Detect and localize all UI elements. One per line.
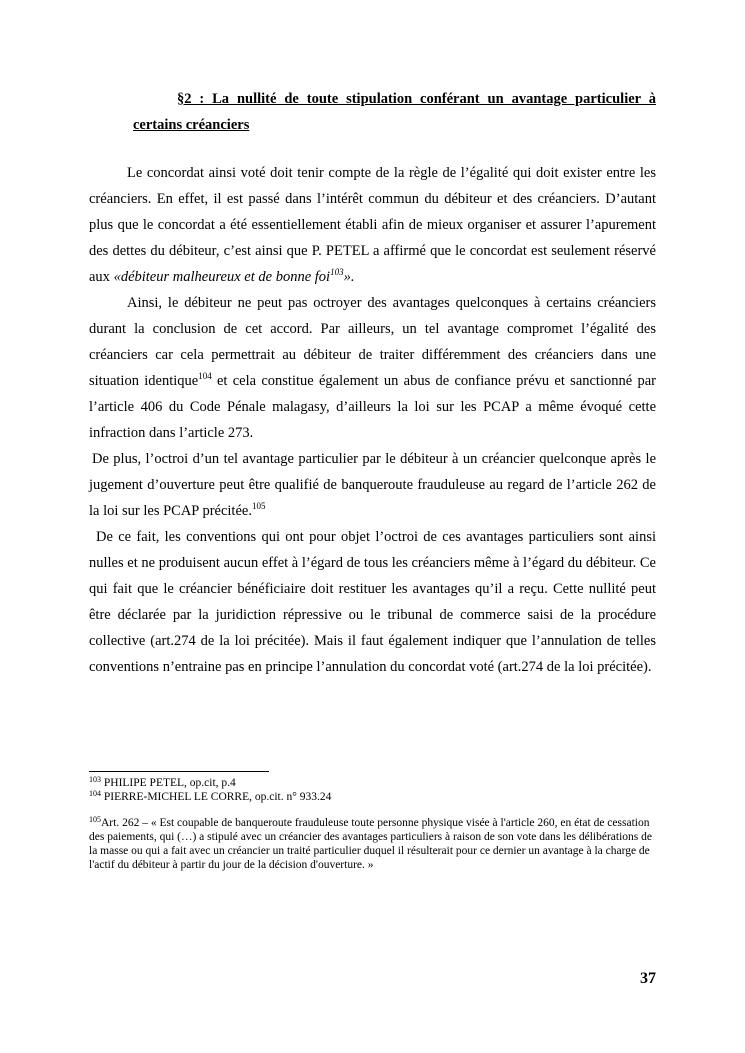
footnote-separator xyxy=(89,771,269,772)
section-heading-line-2: certains créanciers xyxy=(133,117,250,133)
footnote-105-number: 105 xyxy=(89,815,101,824)
footnote-103 xyxy=(89,776,656,790)
footnote-104-text: PIERRE-MICHEL LE CORRE, op.cit. n° 933.24 xyxy=(101,791,332,803)
footnote-ref-104[interactable]: 104 xyxy=(198,371,212,381)
paragraph-1-quote-text: «débiteur malheureux et de bonne foi xyxy=(113,269,331,285)
paragraph-4: De ce fait, les conventions qui ont pour objet l’octroi de ces avantages particuliers sont ainsi nulles et ne produisent aucun effet à l’égard de tous les créanciers même à l’égard du débiteur. Ce qui fait que le créancier bénéficiaire doit restituer les avantages qu’il a reçu. Cette nullité peut être déclarée par la juridiction répressive ou le tribunal de commerce saisi de la procédure collective (art.274 de la loi précitée). Mais il faut également indiquer que l’annulation de telles conventions n’entraine pas en principe l’annulation du concordat voté (art.274 de la loi précitée). xyxy=(89,529,656,675)
footnote-104 xyxy=(89,790,656,804)
section-heading xyxy=(133,86,656,138)
paragraph-1-end: ». xyxy=(343,269,355,285)
page-number: 37 xyxy=(640,970,656,987)
paragraph-2 xyxy=(89,290,656,446)
paragraph-1-quote xyxy=(114,269,355,285)
footnote-104-number: 104 xyxy=(89,789,101,798)
paragraph-1 xyxy=(89,160,656,290)
footnote-ref-103[interactable]: 103 xyxy=(330,267,344,277)
paragraph-1-text: Le concordat ainsi voté doit tenir compte de la règle de l’égalité qui doit exister entre les créanciers. En effet, il est passé dans l’intérêt commun du débiteur et des créanciers. D’autant plus que le concordat a été essentiellement établi afin de mieux organiser et assurer l’apurement des dettes du débiteur, c’est ainsi que P. PETEL a affirmé que le concordat est seulement réservé aux xyxy=(89,165,656,285)
footnote-gap xyxy=(89,804,656,816)
paragraph-2-text: Ainsi, le débiteur ne peut pas octroyer des avantages quelconques à certains créanciers durant la conclusion de cet accord. Par ailleurs, un tel avantage compromet l’égalité des créanciers car cela permettrait au débiteur de traiter différemment des créanciers dans une situation identique xyxy=(89,295,656,389)
footnotes xyxy=(89,776,656,872)
paragraph-2-end: et cela constitue également un abus de confiance prévu et sanctionné par l’article 406 du Code Pénale malagasy, d’ailleurs la loi sur les PCAP a même évoqué cette infraction dans l’article 273. xyxy=(89,373,656,441)
body-text xyxy=(89,160,656,680)
paragraph-3-text: De plus, l’octroi d’un tel avantage particulier par le débiteur à un créancier quelconque après le jugement d’ouverture peut être qualifié de banqueroute frauduleuse au regard de l’article 262 de la loi sur les PCAP précitée. xyxy=(89,451,656,519)
section-heading-line-1: §2 : La nullité de toute stipulation conférant un avantage particulier à xyxy=(177,91,656,107)
paragraph-3 xyxy=(89,446,656,524)
footnote-103-number: 103 xyxy=(89,775,101,784)
footnote-105-text: Art. 262 – « Est coupable de banqueroute frauduleuse toute personne physique visée à l'article 260, en état de cessation des paiements, qui (…) a stipulé avec un créancier des avantages particuliers à raison de son vote dans les délibérations de la masse ou qui a fait avec un créancier un traité particulier duquel il résulterait pour ce dernier un avantage à la charge de l'actif du débiteur à partir du jour de la décision d'ouverture. » xyxy=(89,817,652,871)
footnote-ref-105[interactable]: 105 xyxy=(251,501,266,511)
footnote-105 xyxy=(89,816,656,872)
footnote-103-text: PHILIPE PETEL, op.cit, p.4 xyxy=(101,777,236,789)
